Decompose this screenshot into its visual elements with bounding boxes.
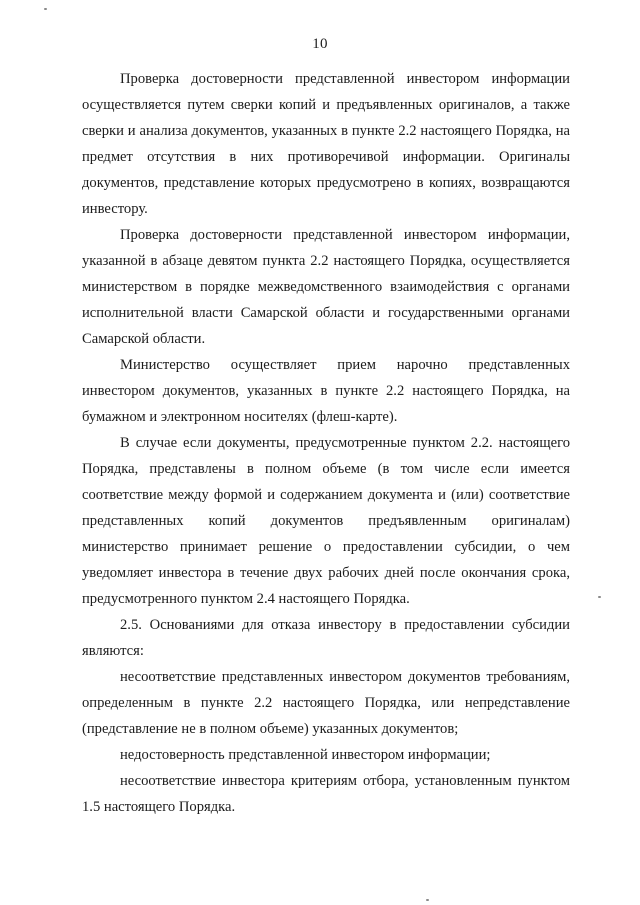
paragraph-refusal-grounds-heading: 2.5. Основаниями для отказа инвестору в предоставлении субсидии являются: — [82, 617, 570, 659]
paragraph-refusal-ground-criteria: несоответствие инвестора критериям отбора, установленным пунктом 1.5 настоящего Порядка. — [82, 773, 570, 815]
scan-speck — [44, 8, 47, 10]
scan-speck — [598, 596, 601, 598]
paragraph-document-receipt: Министерство осуществляет прием нарочно представленных инвестором документов, указанных в пункте 2.2 настоящего Порядка, на бумажном и электронном носителях (флеш-карте). — [82, 357, 570, 425]
paragraph-subsidy-decision: В случае если документы, предусмотренные пунктом 2.2. настоящего Порядка, представлены в полном объеме (в том числе если имеется соответствие между формой и содержанием документа и (или) соответствие представленных копий документов предъявленным оригиналам) министерство принимает решение о предоставлении субсидии, о чем уведомляет инвестора в течение двух рабочих дней после окончания срока, предусмотренного пунктом 2.4 настоящего Порядка. — [82, 435, 570, 607]
scan-speck — [426, 899, 429, 901]
paragraph-verification-copies: Проверка достоверности представленной инвестором информации осуществляется путем сверки копий и предъявленных оригиналов, а также сверки и анализа документов, указанных в пункте 2.2 настоящего Порядка, на предмет отсутствия в них противоречивой информации. Оригиналы документов, представление которых предусмотрено в копиях, возвращаются инвестору. — [82, 71, 570, 217]
document-body — [82, 66, 570, 820]
paragraph-refusal-ground-unreliable: недостоверность представленной инвестором информации; — [120, 747, 491, 763]
paragraph-refusal-ground-noncompliance: несоответствие представленных инвестором документов требованиям, определенным в пункте 2.2 настоящего Порядка, или непредставление (представление не в полном объеме) указанных документов; — [82, 669, 570, 737]
paragraph-verification-interagency: Проверка достоверности представленной инвестором информации, указанной в абзаце девятом пункта 2.2 настоящего Порядка, осуществляется министерством в порядке межведомственного взаимодействия с органами исполнительной власти Самарской области и государственными органами Самарской области. — [82, 227, 570, 347]
page-number: 10 — [312, 36, 328, 52]
